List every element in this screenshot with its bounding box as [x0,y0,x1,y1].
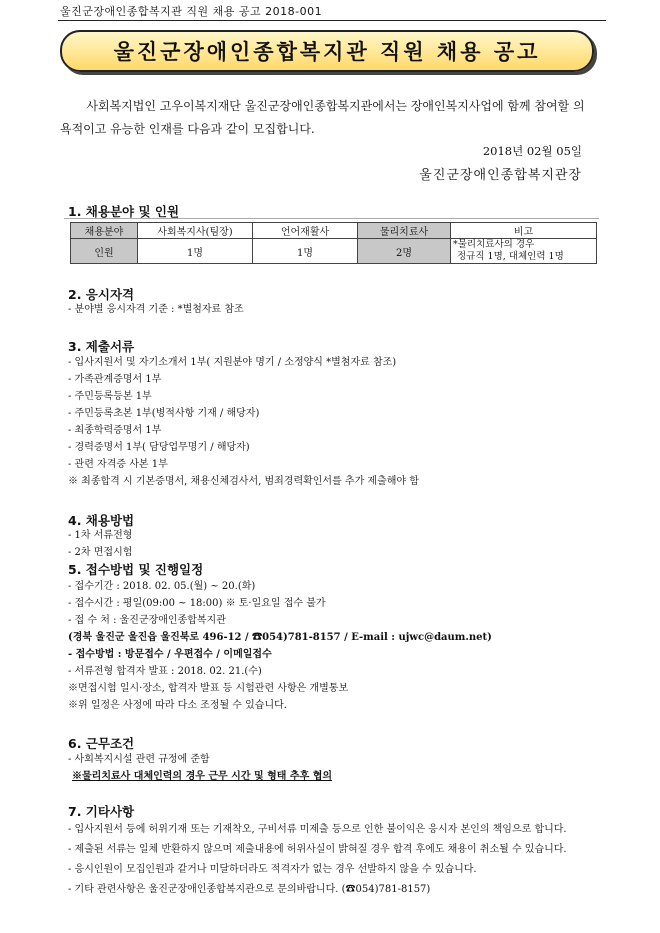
notice-date: 2018년 02월 05일 [482,144,582,158]
table-row-label: 인원 [71,239,138,264]
list-item: - 응시인원이 모집인원과 같거나 미달하더라도 적격자가 없는 경우 선발하지 않을 수 있습니다. [68,864,477,875]
list-item: - 접수방법 : 방문접수 / 우편접수 / 이메일접수 [68,649,272,660]
list-item: - 서류전형 합격자 발표 : 2018. 02. 21.(수) [68,666,262,677]
list-item: - 사회복지시설 관련 규정에 준함 [68,754,210,765]
intro-paragraph: 사회복지법인 고우이복지재단 울진군장애인종합복지관에서는 장애인복지사업에 함께 참여할 의욕적이고 유능한 인재를 다음과 같이 모집합니다. [60,99,585,136]
list-item: - 제출된 서류는 일체 반환하지 않으며 제출내용에 허위사실이 밝혀질 경우 합격 후에도 채용이 취소될 수 있습니다. [68,844,567,855]
documents-list [68,354,603,490]
table-header-cell: 비고 [451,223,597,239]
list-item: - 가족관계증명서 1부 [68,374,162,385]
list-item: - 기타 관련사항은 울진군장애인종합복지관으로 문의바랍니다. (☎054)781-8157) [68,884,431,895]
section-title-documents: 3. 제출서류 [68,339,135,354]
list-item: (경북 울진군 울진읍 울진북로 496-12 / ☎054)781-8157 / E-mail : ujwc@daum.net) [68,632,492,643]
list-item: - 경력증명서 1부( 담당업무명기 / 해당자) [68,442,250,453]
note-line: 정규직 1명, 대체인력 1명 [457,251,564,262]
table-header-cell: 언어재활사 [253,223,358,239]
list-item: - 분야별 응시자격 기준 : *별첨자료 참조 [68,304,244,315]
list-item: ※물리치료사 대체인력의 경우 근무 시간 및 형태 추후 협의 [72,771,333,782]
list-item: - 주민등록등본 1부 [68,391,152,402]
list-item: ※면접시험 일시·장소, 합격자 발표 등 시험관련 사항은 개별통보 [68,683,349,694]
section-title-application: 5. 접수방법 및 진행일정 [68,562,204,577]
table-cell: 2명 [358,239,451,264]
title-banner [60,30,594,72]
list-item: - 접 수 처 : 울진군장애인종합복지관 [68,615,226,626]
list-item: - 1차 서류전형 [68,530,133,541]
section-title-positions: 1. 채용분야 및 인원 [68,204,180,219]
list-item: - 입사지원서 및 자기소개서 1부( 지원분야 명기 / 소정양식 *별첨자료 참조) [68,357,397,368]
section-title-other: 7. 기타사항 [68,804,135,819]
signature: 울진군장애인종합복지관장 [419,168,582,183]
qualifications-list [68,301,603,318]
section-title-selection: 4. 채용방법 [68,513,135,528]
running-header: 울진군장애인종합복지관 직원 채용 공고 2018-001 [60,5,323,18]
conditions-list [68,751,603,785]
list-item: - 입사지원서 등에 허위기재 또는 기재착오, 구비서류 미제출 등으로 인한 불이익은 응시자 본인의 책임으로 합니다. [68,824,567,835]
table-header-cell: 물리치료사 [358,223,451,239]
section-title-qualifications: 2. 응시자격 [68,287,135,302]
table-cell: 1명 [253,239,358,264]
section-rule [64,218,599,219]
section-title-conditions: 6. 근무조건 [68,736,135,751]
list-item: - 최종학력증명서 1부 [68,425,162,436]
table-cell: 1명 [138,239,253,264]
list-item: ※위 일정은 사정에 따라 다소 조정될 수 있습니다. [68,700,287,711]
list-item: - 관련 자격증 사본 1부 [68,459,168,470]
header-rule [58,20,606,21]
note-line: *물리치료사의 경우 [453,239,535,250]
list-item: - 접수시간 : 평일(09:00 ~ 18:00) ※ 토·일요일 접수 불가 [68,598,326,609]
selection-list [68,527,603,561]
table-header-cell: 채용분야 [71,223,138,239]
table-row [71,239,597,264]
table-note-cell [451,239,597,264]
table-header-cell: 사회복지사(팀장) [138,223,253,239]
list-item: ※ 최종합격 시 기본증명서, 채용신체검사서, 범죄경력확인서를 추가 제출해야 함 [68,476,419,487]
list-item: - 주민등록초본 1부(병적사항 기재 / 해당자) [68,408,260,419]
application-list [68,578,603,714]
list-item: - 2차 면접시험 [68,547,133,558]
recruitment-table [70,222,597,264]
other-list [68,820,603,900]
list-item: - 접수기간 : 2018. 02. 05.(월) ~ 20.(화) [68,581,256,592]
table-header-row [71,223,597,239]
page-title: 울진군장애인종합복지관 직원 채용 공고 [113,40,541,64]
